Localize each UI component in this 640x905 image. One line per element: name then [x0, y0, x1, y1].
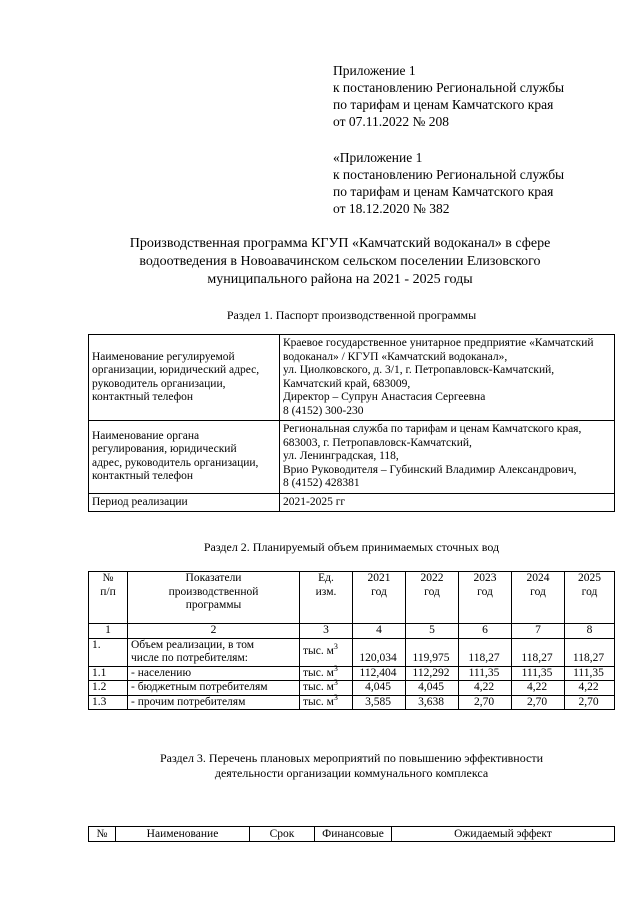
- header-line: год: [371, 585, 387, 598]
- value-line: 8 (4152) 428381: [283, 477, 360, 489]
- header-cell-year: [406, 572, 459, 624]
- name-line: - населению: [131, 666, 192, 679]
- row-name-cell: [128, 666, 300, 681]
- appendix-header-new: [333, 62, 564, 130]
- row-num-cell: 1.1: [89, 666, 128, 681]
- label-line: Наименование регулируемой: [92, 350, 235, 363]
- appendix-line: к постановлению Региональной службы: [333, 167, 565, 182]
- row-num-cell: 1.3: [89, 695, 128, 710]
- table-row: [89, 421, 615, 494]
- header-line: 2022: [420, 572, 444, 584]
- value-cell: 4,045: [353, 681, 406, 696]
- value-line: водоканал» / КГУП «Камчатский водоканал»,: [283, 350, 508, 363]
- value-cell: 4,22: [512, 681, 565, 696]
- value-cell: 4,045: [406, 681, 459, 696]
- value-line: ул. Циолковского, д. 3/1, г. Петропавловск-Камчатский,: [283, 364, 555, 376]
- header-cell-year: [353, 572, 406, 624]
- unit-sup: 3: [333, 642, 338, 652]
- table-row: [89, 335, 615, 421]
- value-cell: 118,27: [459, 638, 512, 666]
- value-line: Директор – Супрун Анастасия Сергеевна: [283, 391, 486, 403]
- appendix-line: от 07.11.2022 № 208: [333, 114, 449, 129]
- header-line: 2025: [578, 572, 601, 584]
- index-cell: 5: [406, 624, 459, 639]
- header-line: год: [477, 585, 493, 598]
- table-header-row: [89, 572, 615, 624]
- value-line: Камчатский край, 683009,: [283, 377, 411, 390]
- header-line: изм.: [315, 585, 337, 598]
- label-line: регулирования, юридический: [92, 443, 237, 456]
- index-cell: 4: [353, 624, 406, 639]
- header-line: п/п: [100, 585, 116, 598]
- value-cell: 2,70: [565, 695, 615, 710]
- table-row: [89, 666, 615, 681]
- value-cell: 111,35: [459, 666, 512, 681]
- header-line: №: [102, 572, 114, 584]
- value-line: 2021-2025 гг: [283, 495, 346, 508]
- name-line: - бюджетным потребителям: [131, 681, 268, 693]
- label-line: Наименование органа: [92, 429, 200, 442]
- header-cell-num: [89, 572, 128, 624]
- header-line: Показатели: [185, 572, 242, 584]
- table-row: [89, 638, 615, 666]
- label-line: организации, юридический адрес,: [92, 364, 260, 376]
- value-cell: 3,585: [353, 695, 406, 710]
- header-line: год: [530, 585, 546, 598]
- section2-title: Раздел 2. Планируемый объем принимаемых сточных вод: [203, 540, 500, 554]
- index-cell: 6: [459, 624, 512, 639]
- value-cell: 112,404: [353, 666, 406, 681]
- value-cell: 2,70: [459, 695, 512, 710]
- row-num-cell: 1.: [89, 638, 128, 666]
- table-row: [89, 681, 615, 696]
- index-cell: 2: [128, 624, 300, 639]
- header-cell: Ожидаемый эффект: [392, 827, 615, 842]
- value-cell: 4,22: [565, 681, 615, 696]
- unit-sup: 3: [333, 663, 338, 673]
- volume-table: [88, 571, 615, 710]
- row-num-cell: 1.2: [89, 681, 128, 696]
- value-line: Врио Руководителя – Губинский Владимир Александрович,: [283, 463, 577, 476]
- index-row: [89, 624, 615, 639]
- row-unit-cell: [300, 678, 353, 696]
- header-cell-year: [565, 572, 615, 624]
- header-cell: Срок: [250, 827, 315, 842]
- unit-text: тыс. м: [303, 645, 334, 658]
- section1-title: Раздел 1. Паспорт производственной программы: [226, 308, 477, 322]
- row-unit-cell: [300, 638, 353, 666]
- passport-label-cell: [89, 335, 280, 421]
- label-line: контактный телефон: [92, 470, 194, 483]
- measures-table: [88, 826, 615, 842]
- value-cell: 120,034: [353, 638, 406, 666]
- appendix-line: к постановлению Региональной службы: [333, 80, 565, 95]
- passport-value-cell: [280, 335, 615, 421]
- value-line: 8 (4152) 300-230: [283, 404, 364, 417]
- header-cell-year: [512, 572, 565, 624]
- passport-label-cell: [89, 493, 280, 512]
- appendix-line: по тарифам и ценам Камчатского края: [333, 97, 554, 112]
- value-cell: 112,292: [406, 666, 459, 681]
- label-line: адрес, руководитель организации,: [92, 456, 259, 469]
- header-line: производственной: [168, 585, 259, 598]
- header-line: Ед.: [318, 572, 334, 584]
- header-cell-unit: [300, 572, 353, 624]
- unit-sup: 3: [333, 678, 338, 688]
- table-row: [89, 695, 615, 710]
- header-cell: №: [89, 827, 116, 842]
- value-cell: 119,975: [406, 638, 459, 666]
- section3-title-line: Раздел 3. Перечень плановых мероприятий по повышению эффективности: [159, 751, 544, 765]
- row-name-cell: [128, 695, 300, 710]
- section3-title: [88, 751, 615, 781]
- unit-text: тыс. м: [303, 695, 334, 708]
- passport-label-cell: [89, 421, 280, 494]
- appendix-line: от 18.12.2020 № 382: [333, 201, 450, 216]
- appendix-header-old: [333, 149, 564, 217]
- index-cell: 1: [89, 624, 128, 639]
- value-line: Краевое государственное унитарное предприятие «Камчатский: [283, 337, 594, 349]
- index-cell: 3: [300, 624, 353, 639]
- value-cell: 118,27: [565, 638, 615, 666]
- table-row: [89, 493, 615, 512]
- row-unit-cell: [300, 692, 353, 710]
- unit-text: тыс. м: [303, 666, 334, 679]
- index-cell: 8: [565, 624, 615, 639]
- passport-table: [88, 334, 615, 512]
- header-line: год: [424, 585, 440, 598]
- header-line: 2021: [367, 572, 391, 584]
- header-line: 2023: [473, 572, 497, 584]
- header-line: год: [581, 585, 598, 598]
- value-cell: 111,35: [565, 666, 615, 681]
- name-line: числе по потребителям:: [131, 652, 248, 664]
- index-cell: 7: [512, 624, 565, 639]
- header-cell: Наименование: [116, 827, 250, 842]
- passport-value-cell: [280, 421, 615, 494]
- label-line: контактный телефон: [92, 391, 194, 403]
- table-header-row: [89, 827, 615, 842]
- unit-text: тыс. м: [303, 681, 334, 693]
- value-cell: 118,27: [512, 638, 565, 666]
- label-line: руководитель организации,: [92, 377, 226, 390]
- section3-title-line: деятельности организации коммунального комплекса: [214, 766, 489, 780]
- program-title: Производственная программа КГУП «Камчатский водоканал» в сфере водоотведения в Новоавачинском сельском поселении Елизовского муниципального района на 2021 - 2025 годы: [129, 236, 551, 287]
- value-line: 683003, г. Петропавловск-Камчатский,: [283, 436, 472, 449]
- name-line: Объем реализации, в том: [131, 638, 255, 651]
- header-cell-year: [459, 572, 512, 624]
- value-cell: 111,35: [512, 666, 565, 681]
- value-line: Региональная служба по тарифам и ценам Камчатского края,: [283, 423, 582, 435]
- appendix-line: «Приложение 1: [333, 150, 423, 165]
- value-cell: 2,70: [512, 695, 565, 710]
- label-line: Период реализации: [92, 495, 188, 508]
- value-cell: 3,638: [406, 695, 459, 710]
- header-line: 2024: [526, 572, 550, 584]
- header-cell-indicator: [128, 572, 300, 624]
- unit-sup: 3: [333, 692, 338, 702]
- name-line: - прочим потребителям: [131, 695, 246, 708]
- appendix-line: Приложение 1: [333, 63, 416, 78]
- header-cell: Финансовые: [315, 827, 392, 842]
- header-line: программы: [185, 599, 242, 611]
- row-name-cell: [128, 681, 300, 696]
- row-name-cell: [128, 638, 300, 666]
- value-line: ул. Ленинградская, 118,: [283, 450, 399, 462]
- appendix-line: по тарифам и ценам Камчатского края: [333, 184, 554, 199]
- row-unit-cell: [300, 663, 353, 681]
- passport-value-cell: [280, 493, 615, 512]
- value-cell: 4,22: [459, 681, 512, 696]
